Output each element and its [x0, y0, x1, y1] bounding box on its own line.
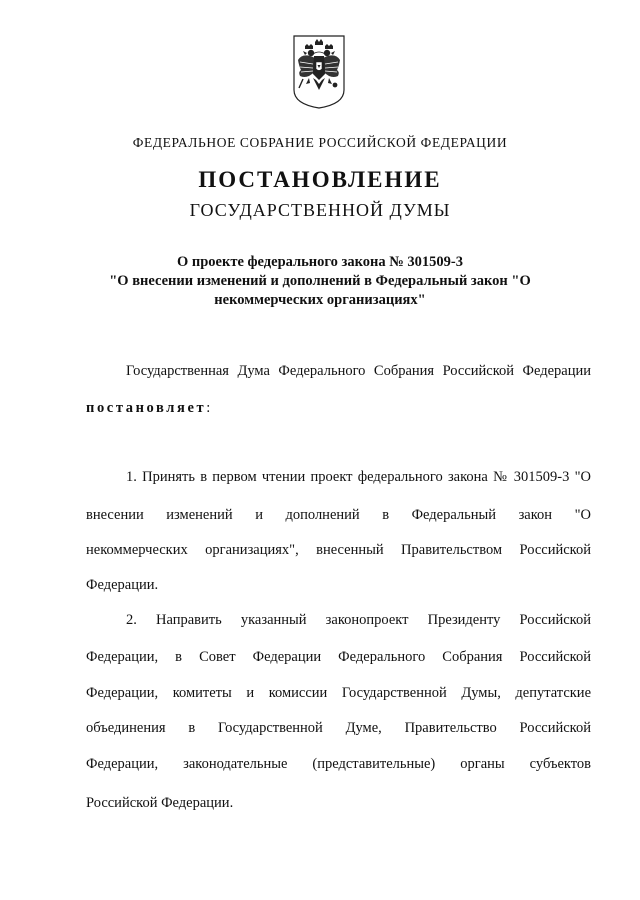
item-1-line: Федерации.: [86, 577, 159, 593]
item-1-line: 1. Принять в первом чтении проект федерального закона № 301509-3 "О: [126, 469, 591, 485]
item-1-line: внесении изменений и дополнений в Федеральный закон "О: [86, 507, 591, 523]
subject-line: О проекте федерального закона № 301509-3: [176, 254, 464, 270]
decree-line: [86, 399, 591, 417]
document-issuer: ГОСУДАРСТВЕННОЙ ДУМЫ: [189, 200, 451, 220]
coat-of-arms-icon: [289, 32, 349, 110]
item-2-line: Федерации, комитеты и комиссии Государственной Думы, депутатские: [86, 685, 591, 701]
subject-line: некоммерческих организациях": [214, 292, 426, 308]
item-2-line: Федерации, в Совет Федерации Федерального Собрания Российской: [86, 649, 591, 665]
item-2-line: объединения в Государственной Думе, Правительство Российской: [86, 720, 591, 736]
item-2-line: Российской Федерации.: [86, 795, 234, 811]
preamble-text: Государственная Дума Федерального Собрания Российской Федерации: [126, 363, 591, 379]
item-2-line: 2. Направить указанный законопроект Президенту Российской: [126, 612, 591, 628]
item-1-line: некоммерческих организациях", внесенный Правительством Российской: [86, 542, 591, 558]
decree-colon: :: [206, 400, 211, 416]
item-2-line: Федерации, законодательные (представительные) органы субъектов: [86, 756, 591, 772]
document-subject: [100, 253, 540, 310]
document-type-title: ПОСТАНОВЛЕНИЕ: [198, 167, 442, 192]
decree-word: постановляет: [86, 400, 207, 416]
assembly-name: ФЕДЕРАЛЬНОЕ СОБРАНИЕ РОССИЙСКОЙ ФЕДЕРАЦИИ: [132, 135, 508, 150]
subject-line: "О внесении изменений и дополнений в Федеральный закон "О: [109, 273, 531, 289]
